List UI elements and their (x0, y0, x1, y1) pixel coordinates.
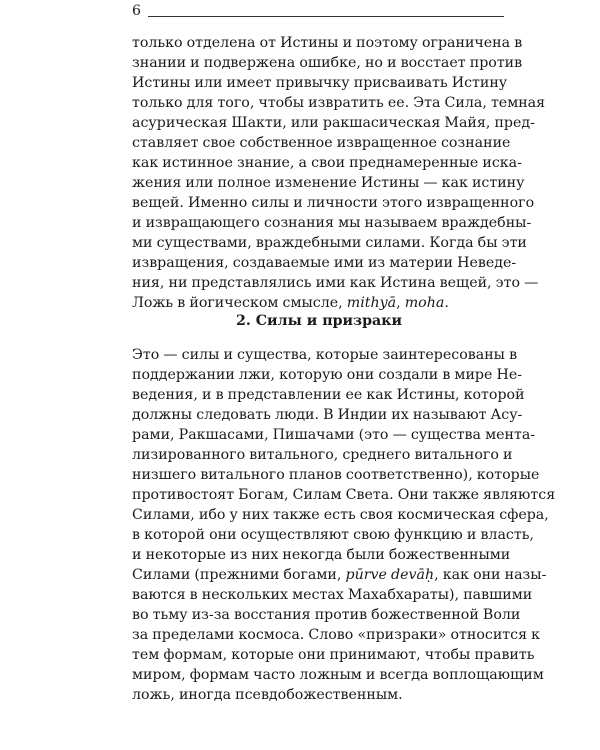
text-line: только для того, чтобы извратить ее. Эта Сила, темная (132, 95, 546, 111)
text-line: тем формам, которые они принимают, чтобы править (132, 647, 535, 663)
text-line: поддержании лжи, которую они создали в мире Не- (132, 367, 523, 383)
text-line (132, 565, 547, 585)
text-line: ми существами, враждебными силами. Когда бы эти (132, 235, 527, 251)
text-line: и некоторые из них некогда были божественными (132, 547, 511, 563)
header-rule (148, 16, 504, 17)
text-line: низшего витального планов соответственно), которые (132, 467, 540, 483)
text-line: извращения, создаваемые ими из материи Неведе- (132, 255, 517, 271)
sanskrit-term: pūrve devāḥ (345, 567, 435, 583)
text-line: как истинное знание, а свои преднамеренные иска- (132, 155, 522, 171)
text-segment: , (396, 295, 405, 311)
text-line: вещей. Именно силы и личности этого извращенного (132, 195, 535, 211)
text-line: жения или полное изменение Истины — как истину (132, 175, 525, 191)
text-line: в которой они осуществляют свою функцию и власть, (132, 527, 534, 543)
text-line: за пределами космоса. Слово «призраки» относится к (132, 627, 541, 643)
paragraph-2 (132, 345, 556, 705)
text-line: ведения, и в представлении ее как Истины, которой (132, 387, 525, 403)
text-line: противостоят Богам, Силам Света. Они также являются (132, 487, 556, 503)
page-number: 6 (132, 3, 141, 19)
text-line: должны следовать люди. В Индии их называют Асу- (132, 407, 523, 423)
sanskrit-term: moha (404, 295, 445, 311)
text-line-last: ложь, иногда псевдобожественным. (132, 687, 403, 703)
text-line: миром, формам часто ложным и всегда воплощающим (132, 667, 544, 683)
text-segment: , как они назы- (434, 567, 547, 583)
text-line: и извращающего сознания мы называем враждебны- (132, 215, 532, 231)
text-line: знании и подвержена ошибке, но и восстает против (132, 55, 523, 71)
text-line: асурическая Шакти, или ракшасическая Майя, пред- (132, 115, 535, 131)
text-line: во тьму из-за восстания против божественной Воли (132, 607, 521, 623)
text-line-last (132, 293, 506, 313)
text-line: лизированного витального, среднего витального и (132, 447, 513, 463)
text-line: рами, Ракшасами, Пишачами (это — существа мента- (132, 427, 536, 443)
paragraph-1 (132, 33, 546, 313)
text-line: Силами, ибо у них также есть своя космическая сфера, (132, 507, 549, 523)
text-line: ставляет свое собственное извращенное сознание (132, 135, 511, 151)
text-segment: Ложь в йогическом смысле, (132, 295, 347, 311)
section-heading: 2. Силы и призраки (236, 313, 402, 329)
sanskrit-term: mithyā (346, 295, 397, 311)
text-line: ваются в нескольких местах Махабхараты), павшими (132, 587, 533, 603)
text-line: ния, ни представлялись ими как Истина вещей, это — (132, 275, 539, 291)
text-line: только отделена от Истины и поэтому ограничена в (132, 35, 523, 51)
text-line: Это — силы и существа, которые заинтересованы в (132, 347, 518, 363)
text-segment: Силами (прежними богами, (132, 567, 346, 583)
text-line: Истины или имеет привычку присваивать Истину (132, 75, 508, 91)
text-segment: . (444, 295, 449, 311)
